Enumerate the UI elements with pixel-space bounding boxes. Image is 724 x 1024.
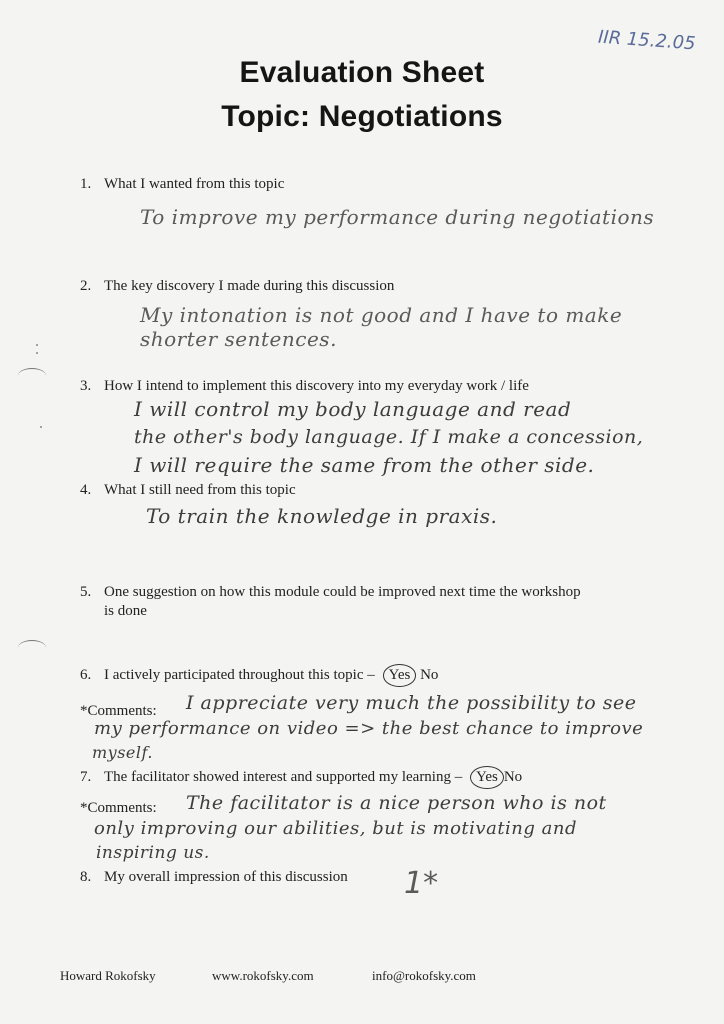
footer-name: Howard Rokofsky <box>60 968 156 983</box>
answer-2-line-1: My intonation is not good and I have to make <box>140 303 623 327</box>
question-1 <box>80 175 284 194</box>
footer-email: info@rokofsky.com <box>372 968 476 983</box>
overall-rating-handwritten: 1* <box>404 866 439 901</box>
question-number: 8. <box>80 869 92 885</box>
question-text: I actively participated throughout this topic – <box>104 667 375 683</box>
question-5 <box>80 583 581 621</box>
comment-7-line-3: inspiring us. <box>96 843 210 863</box>
question-8 <box>80 868 348 887</box>
question-text: What I wanted from this topic <box>104 176 285 192</box>
yes-option-selected: Yes <box>383 664 417 687</box>
speck-mark <box>36 344 38 346</box>
handwritten-date-stamp: IIR 15.2.05 <box>597 26 697 55</box>
question-number: 5. <box>80 584 92 600</box>
comment-7-line-2: only improving our abilities, but is motivating and <box>94 818 577 839</box>
question-text: My overall impression of this discussion <box>104 869 348 885</box>
speck-mark <box>36 352 38 354</box>
speck-mark <box>40 426 42 428</box>
question-text: One suggestion on how this module could be improved next time the workshop <box>104 584 581 600</box>
question-text: The facilitator showed interest and supported my learning – <box>104 769 463 785</box>
answer-2-line-2: shorter sentences. <box>140 327 337 351</box>
question-text: What I still need from this topic <box>104 482 296 498</box>
answer-4-line-1: To train the knowledge in praxis. <box>146 504 498 528</box>
answer-3-line-2: the other's body language. If I make a concession, <box>134 426 644 448</box>
yes-option-selected: Yes <box>470 766 504 789</box>
question-7 <box>80 766 522 789</box>
comment-6-line-3: myself. <box>92 743 153 762</box>
question-4 <box>80 481 296 500</box>
punch-hole-mark <box>18 368 46 383</box>
comment-7-line-1: The facilitator is a nice person who is not <box>186 792 607 814</box>
comment-6-line-2: my performance on video => the best chance to improve <box>94 718 644 739</box>
page-title: Evaluation Sheet <box>239 56 485 89</box>
question-number: 3. <box>80 378 92 394</box>
comments-label: *Comments: <box>80 800 157 816</box>
question-6 <box>80 664 438 687</box>
question-text: How I intend to implement this discovery into my everyday work / life <box>104 378 529 394</box>
question-number: 4. <box>80 482 92 498</box>
punch-hole-mark <box>18 640 46 655</box>
question-text: The key discovery I made during this discussion <box>104 278 395 294</box>
question-number: 7. <box>80 769 92 785</box>
answer-3-line-1: I will control my body language and read <box>134 397 572 421</box>
question-number: 2. <box>80 278 92 294</box>
comments-label: *Comments: <box>80 703 157 719</box>
footer-website: www.rokofsky.com <box>212 968 314 983</box>
question-2 <box>80 277 394 296</box>
question-number: 6. <box>80 667 92 683</box>
answer-3-line-3: I will require the same from the other side. <box>134 453 595 477</box>
question-number: 1. <box>80 176 92 192</box>
answer-1-line-1: To improve my performance during negotiations <box>140 205 655 229</box>
question-text-continued: is done <box>104 603 147 619</box>
question-3 <box>80 377 529 396</box>
no-option: No <box>420 667 439 683</box>
page-subtitle: Topic: Negotiations <box>221 100 503 133</box>
no-option: No <box>503 769 523 785</box>
comment-6-line-1: I appreciate very much the possibility to see <box>186 692 637 714</box>
